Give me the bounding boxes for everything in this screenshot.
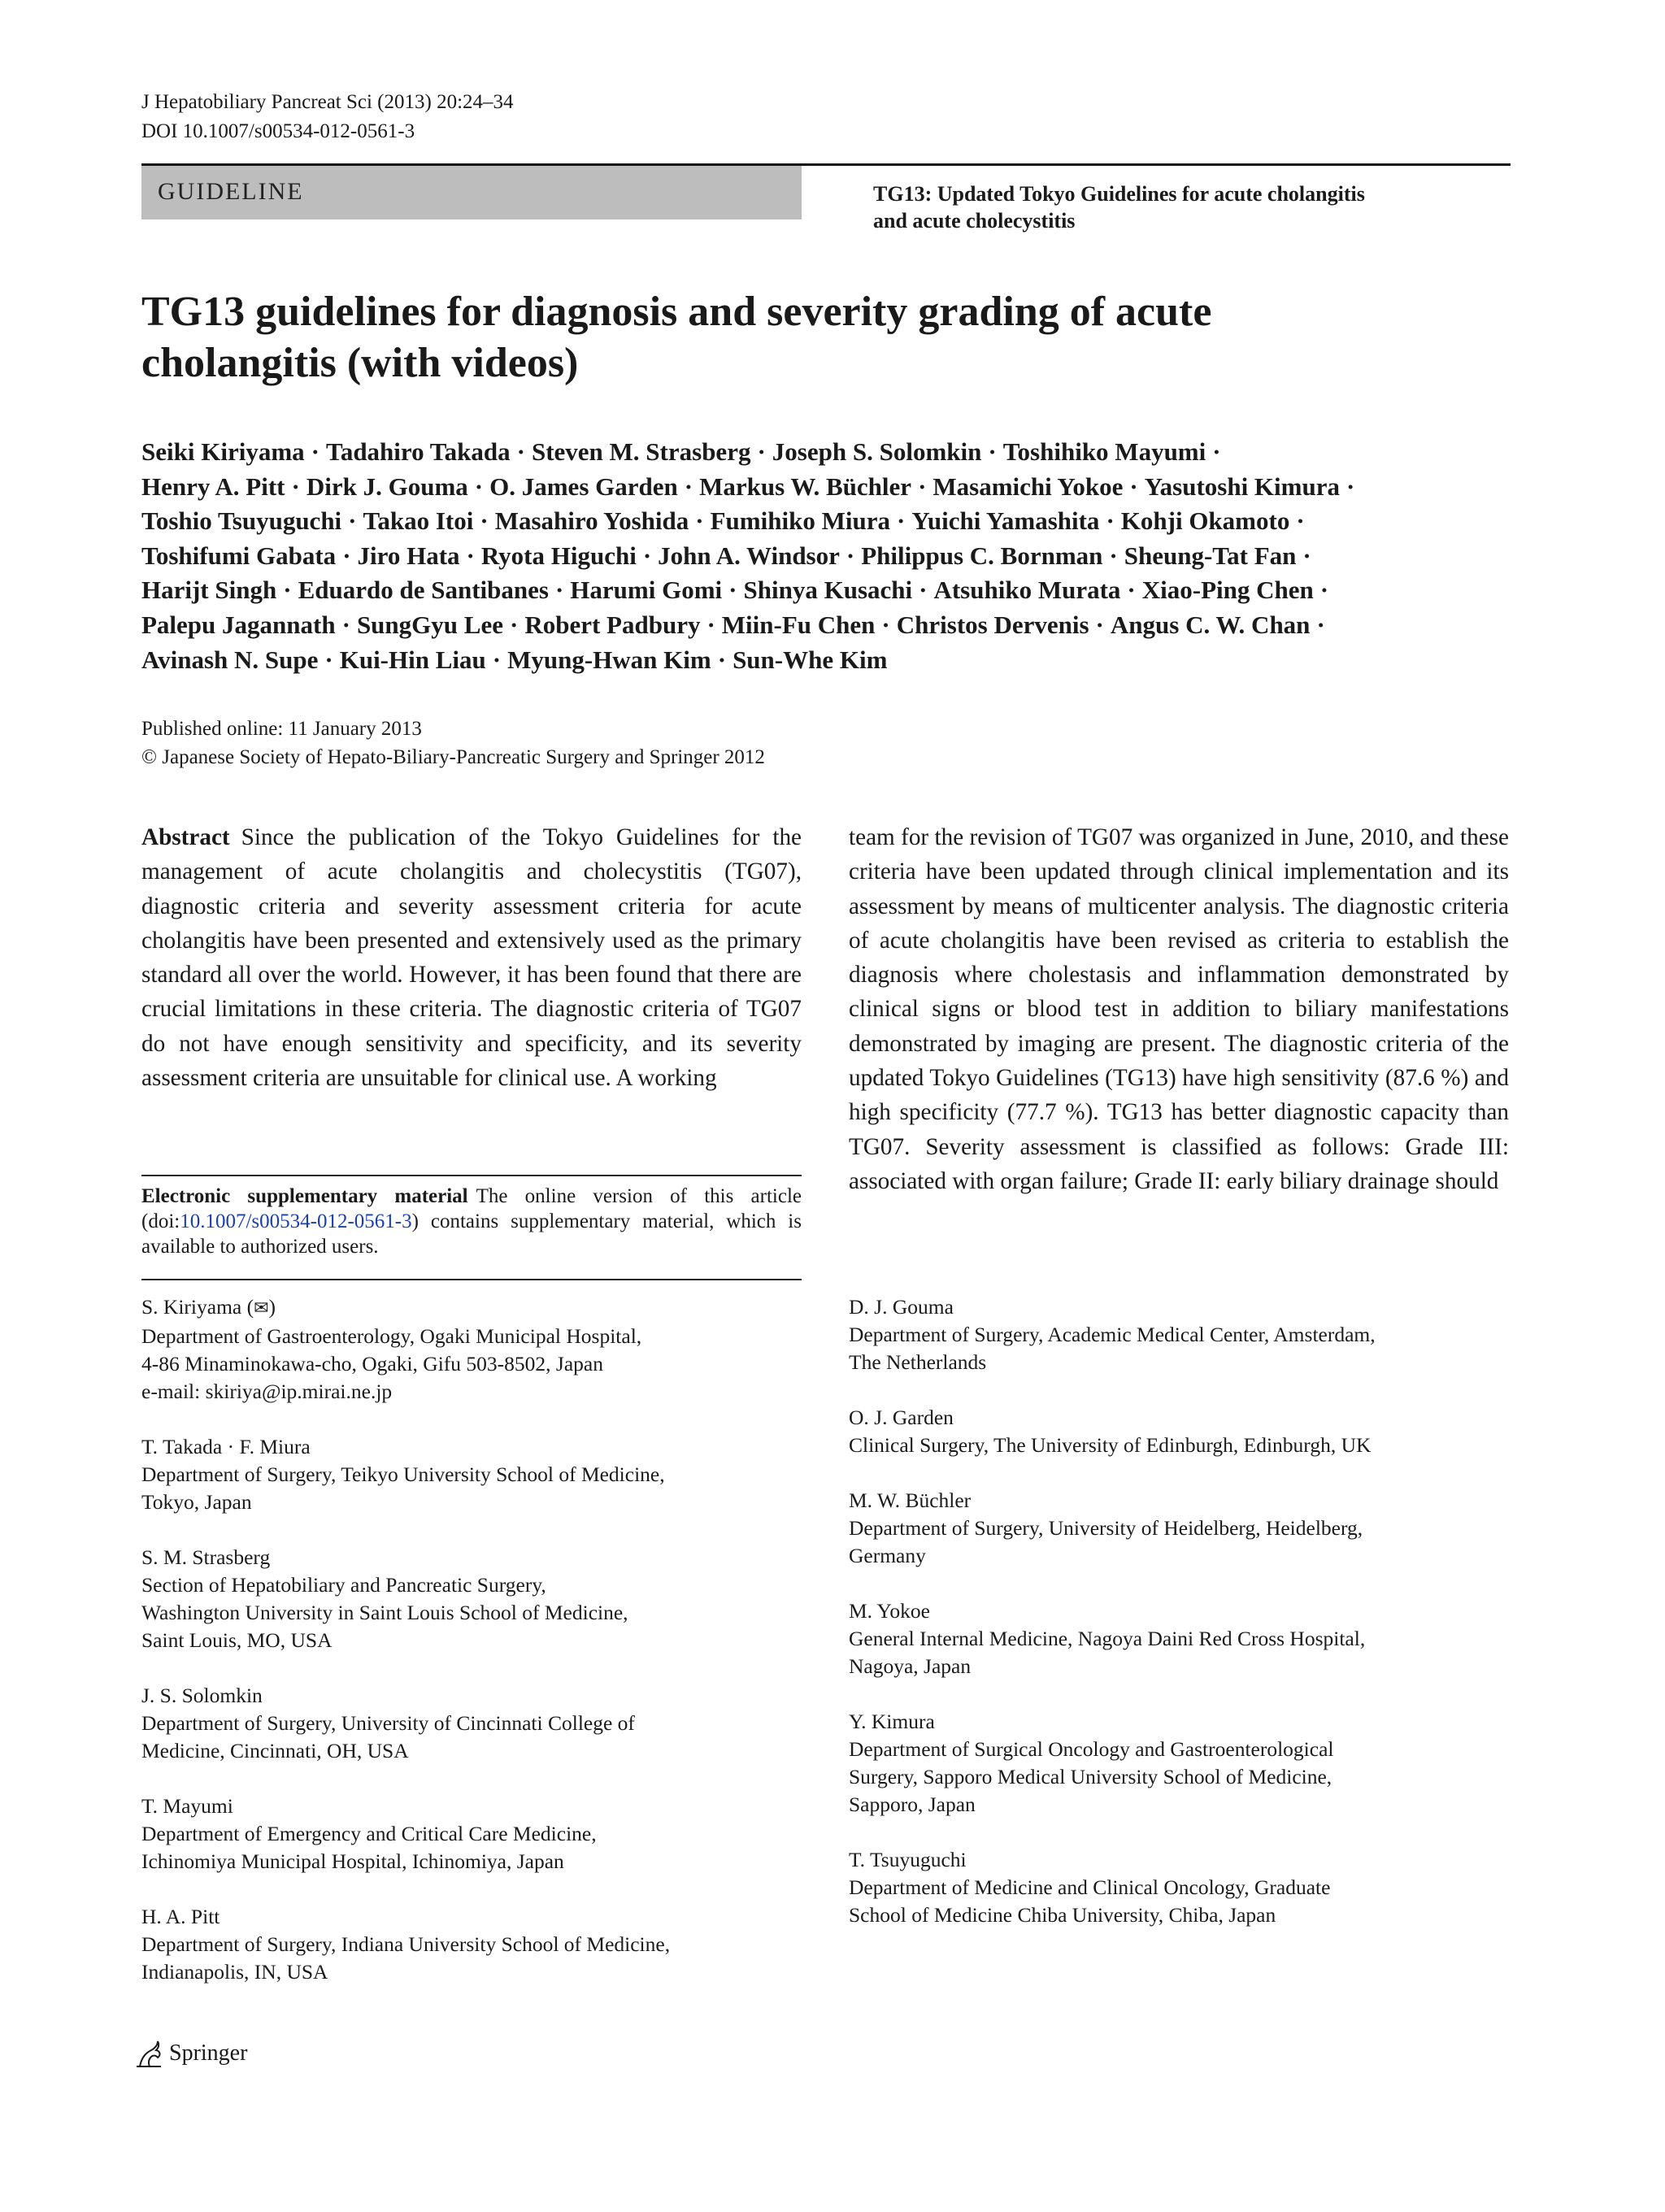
- affiliation-author-name: S. M. Strasberg: [141, 1545, 271, 1569]
- affiliation-entry: [141, 1682, 802, 1765]
- author-separator: ·: [846, 541, 855, 570]
- author-separator: ·: [516, 437, 525, 466]
- author-separator: ·: [480, 506, 489, 536]
- author-line: [141, 608, 1524, 643]
- affiliation-author-name: O. J. Garden: [849, 1406, 954, 1429]
- author-name[interactable]: Kohji Okamoto: [1120, 506, 1290, 536]
- affiliation-author-name: M. W. Büchler: [849, 1488, 972, 1512]
- affiliation-author: [141, 1433, 802, 1461]
- author-line: [141, 573, 1524, 608]
- affiliation-author: [141, 1793, 802, 1820]
- abstract-label: Abstract: [141, 824, 230, 850]
- author-name[interactable]: Masahiro Yoshida: [494, 506, 689, 536]
- affiliation-line: Nagoya, Japan: [849, 1654, 972, 1678]
- author-separator: ·: [342, 541, 351, 570]
- publication-info: [141, 715, 765, 771]
- affiliation-line[interactable]: e-mail: skiriya@ip.mirai.ne.jp: [141, 1380, 393, 1403]
- affiliation-author: [849, 1708, 1509, 1736]
- affiliation-author-name: H. A. Pitt: [141, 1905, 220, 1928]
- author-separator: ·: [311, 437, 320, 466]
- author-separator: ·: [918, 472, 927, 501]
- author-line: [141, 643, 1524, 678]
- author-separator: ·: [474, 472, 484, 501]
- copyright: © Japanese Society of Hepato-Biliary-Pancreatic Surgery and Springer 2012: [141, 746, 765, 768]
- section-banner: [141, 166, 802, 219]
- doi-line: DOI 10.1007/s00534-012-0561-3: [141, 120, 415, 142]
- publisher-name: Springer: [169, 2040, 248, 2066]
- doi-link[interactable]: 10.1007/s00534-012-0561-3: [180, 1210, 412, 1232]
- affiliation-line: Medicine, Cincinnati, OH, USA: [141, 1739, 409, 1762]
- affiliation-author: [849, 1404, 1509, 1432]
- affiliation-line: Department of Surgical Oncology and Gastroenterological: [849, 1737, 1334, 1761]
- esm-text-after: ) contains supplementary material, which is available to authorized users.: [141, 1210, 802, 1258]
- author-separator: ·: [1095, 610, 1104, 639]
- author-list: [141, 435, 1524, 677]
- author-name[interactable]: Jiro Hata: [357, 541, 460, 570]
- author-separator: ·: [919, 576, 928, 605]
- author-name[interactable]: Fumihiko Miura: [710, 506, 890, 536]
- author-separator: ·: [509, 610, 519, 639]
- affiliation-line: 4-86 Minaminokawa-cho, Ogaki, Gifu 503-8502, Japan: [141, 1352, 603, 1375]
- abstract-text-right: team for the revision of TG07 was organized in June, 2010, and these criteria have been updated through clinical implementation and its assessment by means of multicenter analysis. The diagnostic criteria of acute cholangitis have been revised as criteria to establish the diagnosis where cholestasis and inflammation demonstrated by clinical signs or blood test in addition to biliary manifestations demonstrated by imaging are present. The diagnostic criteria of the updated Tokyo Guidelines (TG13) have high sensitivity (87.6 %) and high specificity (77.7 %). TG13 has better diagnostic capacity than TG07. Severity assessment is classified as follows: Grade III: associated with organ failure; Grade II: early biliary drainage should: [849, 824, 1509, 1194]
- affiliation-line: Washington University in Saint Louis School of Medicine,: [141, 1601, 628, 1624]
- affiliation-author: [849, 1597, 1509, 1625]
- author-separator: ·: [554, 576, 564, 605]
- author-name[interactable]: Dirk J. Gouma: [306, 472, 468, 501]
- affiliation-line: Department of Surgery, Teikyo University School of Medicine,: [141, 1462, 665, 1486]
- affiliation-entry: [141, 1793, 802, 1875]
- affiliation-author-name: D. J. Gouma: [849, 1295, 954, 1319]
- affiliation-line: Department of Surgery, Indiana University School of Medicine,: [141, 1932, 671, 1956]
- author-name[interactable]: O. James Garden: [489, 472, 678, 501]
- affiliation-author: [849, 1487, 1509, 1515]
- affiliation-line: Sapporo, Japan: [849, 1793, 976, 1816]
- author-separator: ·: [492, 645, 502, 674]
- author-name[interactable]: Yuichi Yamashita: [911, 506, 1100, 536]
- envelope-icon: ✉: [254, 1298, 269, 1319]
- author-name[interactable]: Masamichi Yokoe: [932, 472, 1124, 501]
- author-separator: ·: [706, 610, 715, 639]
- author-name[interactable]: Myung-Hwan Kim: [507, 645, 711, 674]
- author-separator: ·: [1109, 541, 1118, 570]
- author-name[interactable]: SungGyu Lee: [356, 610, 503, 639]
- affiliation-entry: [849, 1597, 1509, 1680]
- author-separator: ·: [341, 610, 350, 639]
- author-separator: ·: [1296, 506, 1305, 536]
- affiliation-line: Department of Surgery, University of Heidelberg, Heidelberg,: [849, 1516, 1363, 1540]
- springer-horse-icon: [133, 2037, 164, 2070]
- author-separator: ·: [1106, 506, 1115, 536]
- affiliation-author: [849, 1846, 1509, 1874]
- affiliation-line: Saint Louis, MO, USA: [141, 1628, 333, 1652]
- affiliation-entry: [849, 1846, 1509, 1929]
- author-separator: ·: [988, 437, 997, 466]
- title-line-2: cholangitis (with videos): [141, 340, 579, 386]
- series-line-2: and acute cholecystitis: [873, 209, 1076, 232]
- affiliation-line: Ichinomiya Municipal Hospital, Ichinomiya, Japan: [141, 1849, 564, 1873]
- abstract-left-column: [141, 820, 802, 1095]
- author-name[interactable]: Ryota Higuchi: [480, 541, 637, 570]
- author-name[interactable]: Xiao-Ping Chen: [1141, 576, 1314, 605]
- author-separator: ·: [717, 645, 727, 674]
- author-separator: ·: [1127, 576, 1136, 605]
- affiliation-author-name: Y. Kimura: [849, 1710, 935, 1733]
- author-name[interactable]: Joseph S. Solomkin: [772, 437, 982, 466]
- electronic-supplementary-note: [141, 1184, 802, 1259]
- affiliation-entry: [849, 1708, 1509, 1819]
- author-name[interactable]: Takao Itoi: [363, 506, 474, 536]
- affiliation-entry: [849, 1487, 1509, 1570]
- esm-top-rule: [141, 1175, 802, 1176]
- affiliation-line: School of Medicine Chiba University, Chiba, Japan: [849, 1903, 1276, 1927]
- affiliations-right: [849, 1293, 1509, 1957]
- affiliation-author: [141, 1682, 802, 1710]
- author-name[interactable]: Philippus C. Bornman: [861, 541, 1103, 570]
- affiliation-line: Section of Hepatobiliary and Pancreatic Surgery,: [141, 1573, 546, 1597]
- abstract-text-left: Since the publication of the Tokyo Guidelines for the management of acute cholangitis and cholecystitis (TG07), diagnostic criteria and severity assessment criteria for acute cholangitis have been presented and extensively used as the primary standard all over the world. However, it has been found that there are crucial limitations in these criteria. The diagnostic criteria of TG07 do not have enough sensitivity and specificity, and its severity assessment criteria are unsuitable for clinical use. A working: [141, 824, 802, 1092]
- author-name[interactable]: John A. Windsor: [658, 541, 840, 570]
- abstract-right-column: [849, 820, 1509, 1198]
- series-line-1: TG13: Updated Tokyo Guidelines for acute cholangitis: [873, 182, 1365, 206]
- author-name[interactable]: Eduardo de Santibanes: [298, 576, 549, 605]
- author-separator: ·: [466, 541, 475, 570]
- affiliation-line: Germany: [849, 1544, 926, 1567]
- section-label: GUIDELINE: [158, 178, 304, 205]
- author-name[interactable]: Miin-Fu Chen: [721, 610, 876, 639]
- affiliation-line: General Internal Medicine, Nagoya Daini Red Cross Hospital,: [849, 1627, 1366, 1650]
- author-separator: ·: [881, 610, 890, 639]
- esm-label: Electronic supplementary material: [141, 1185, 468, 1207]
- affiliation-author-name: J. S. Solomkin: [141, 1684, 263, 1707]
- author-name[interactable]: Seiki Kiriyama: [141, 437, 305, 466]
- author-name[interactable]: Kui-Hin Liau: [339, 645, 486, 674]
- author-separator: ·: [695, 506, 704, 536]
- author-separator: ·: [1129, 472, 1138, 501]
- author-name[interactable]: Harijt Singh: [141, 576, 277, 605]
- affiliation-line: Tokyo, Japan: [141, 1490, 252, 1514]
- author-line: [141, 435, 1524, 470]
- affiliation-entry: [849, 1293, 1509, 1376]
- author-name[interactable]: Toshifumi Gabata: [141, 541, 337, 570]
- author-separator: ·: [1345, 472, 1355, 501]
- esm-text-before: The online version of this article (doi:: [141, 1185, 802, 1232]
- author-name[interactable]: Robert Padbury: [524, 610, 701, 639]
- affiliation-author: [141, 1544, 802, 1571]
- esm-bottom-rule: [141, 1279, 802, 1280]
- journal-citation: [141, 88, 514, 146]
- affiliation-line: Clinical Surgery, The University of Edinburgh, Edinburgh, UK: [849, 1433, 1372, 1457]
- author-line: [141, 539, 1524, 574]
- published-date: Published online: 11 January 2013: [141, 718, 422, 740]
- author-name[interactable]: Steven M. Strasberg: [531, 437, 751, 466]
- author-separator: ·: [757, 437, 766, 466]
- author-name[interactable]: Toshihiko Mayumi: [1002, 437, 1206, 466]
- author-separator: ·: [684, 472, 693, 501]
- author-separator: ·: [348, 506, 357, 536]
- affiliations-left: [141, 1293, 802, 2014]
- affiliation-author-name: T. Tsuyuguchi: [849, 1848, 967, 1871]
- author-line: [141, 470, 1524, 505]
- affiliation-line: Department of Medicine and Clinical Oncology, Graduate: [849, 1875, 1331, 1899]
- author-name[interactable]: Christos Dervenis: [896, 610, 1089, 639]
- author-separator: ·: [1302, 541, 1311, 570]
- author-separator: ·: [642, 541, 652, 570]
- author-separator: ·: [1319, 576, 1329, 605]
- author-name[interactable]: Harumi Gomi: [570, 576, 723, 605]
- author-line: [141, 504, 1524, 539]
- affiliation-line: Indianapolis, IN, USA: [141, 1960, 328, 1984]
- author-separator: ·: [1316, 610, 1325, 639]
- author-name[interactable]: Sun-Whe Kim: [733, 645, 888, 674]
- affiliation-author: [849, 1293, 1509, 1321]
- journal-line-1: J Hepatobiliary Pancreat Sci (2013) 20:24–34: [141, 91, 514, 113]
- article-title: [141, 286, 1524, 389]
- author-name[interactable]: Palepu Jagannath: [141, 610, 336, 639]
- publisher-footer: [133, 2037, 247, 2070]
- author-separator: ·: [896, 506, 906, 536]
- affiliation-line: Department of Gastroenterology, Ogaki Municipal Hospital,: [141, 1324, 642, 1348]
- affiliation-entry: [141, 1903, 802, 1986]
- affiliation-author: [141, 1903, 802, 1931]
- affiliation-entry: [141, 1433, 802, 1516]
- author-name[interactable]: Shinya Kusachi: [743, 576, 913, 605]
- author-name[interactable]: Avinash N. Supe: [141, 645, 319, 674]
- author-separator: ·: [291, 472, 300, 501]
- author-name[interactable]: Tadahiro Takada: [325, 437, 511, 466]
- affiliation-entry: [141, 1293, 802, 1406]
- author-name[interactable]: Markus W. Büchler: [699, 472, 912, 501]
- author-name[interactable]: Yasutoshi Kimura: [1144, 472, 1340, 501]
- affiliation-author-name: M. Yokoe: [849, 1599, 930, 1623]
- affiliation-entry: [849, 1404, 1509, 1459]
- author-name[interactable]: Henry A. Pitt: [141, 472, 285, 501]
- affiliation-author-name: T. Takada · F. Miura: [141, 1435, 311, 1458]
- author-separator: ·: [283, 576, 292, 605]
- author-separator: ·: [324, 645, 333, 674]
- affiliation-line: Department of Surgery, Academic Medical Center, Amsterdam,: [849, 1323, 1376, 1346]
- affiliation-line: Department of Emergency and Critical Care Medicine,: [141, 1822, 597, 1845]
- affiliation-author-name: T. Mayumi: [141, 1794, 233, 1818]
- author-name[interactable]: Atsuhiko Murata: [933, 576, 1121, 605]
- author-separator: ·: [728, 576, 737, 605]
- affiliation-author-name-suffix: ): [268, 1295, 276, 1319]
- author-name[interactable]: Sheung-Tat Fan: [1124, 541, 1297, 570]
- affiliation-author-name: S. Kiriyama (: [141, 1295, 254, 1319]
- series-title: [873, 180, 1515, 234]
- author-name[interactable]: Toshio Tsuyuguchi: [141, 506, 342, 536]
- affiliation-author: [141, 1293, 802, 1323]
- author-separator: ·: [1212, 437, 1221, 466]
- affiliation-line: Surgery, Sapporo Medical University School of Medicine,: [849, 1765, 1332, 1788]
- author-name[interactable]: Angus C. W. Chan: [1110, 610, 1311, 639]
- affiliation-line: Department of Surgery, University of Cincinnati College of: [141, 1711, 635, 1735]
- affiliation-line: The Netherlands: [849, 1350, 987, 1374]
- title-line-1: TG13 guidelines for diagnosis and severity grading of acute: [141, 289, 1212, 335]
- affiliation-entry: [141, 1544, 802, 1654]
